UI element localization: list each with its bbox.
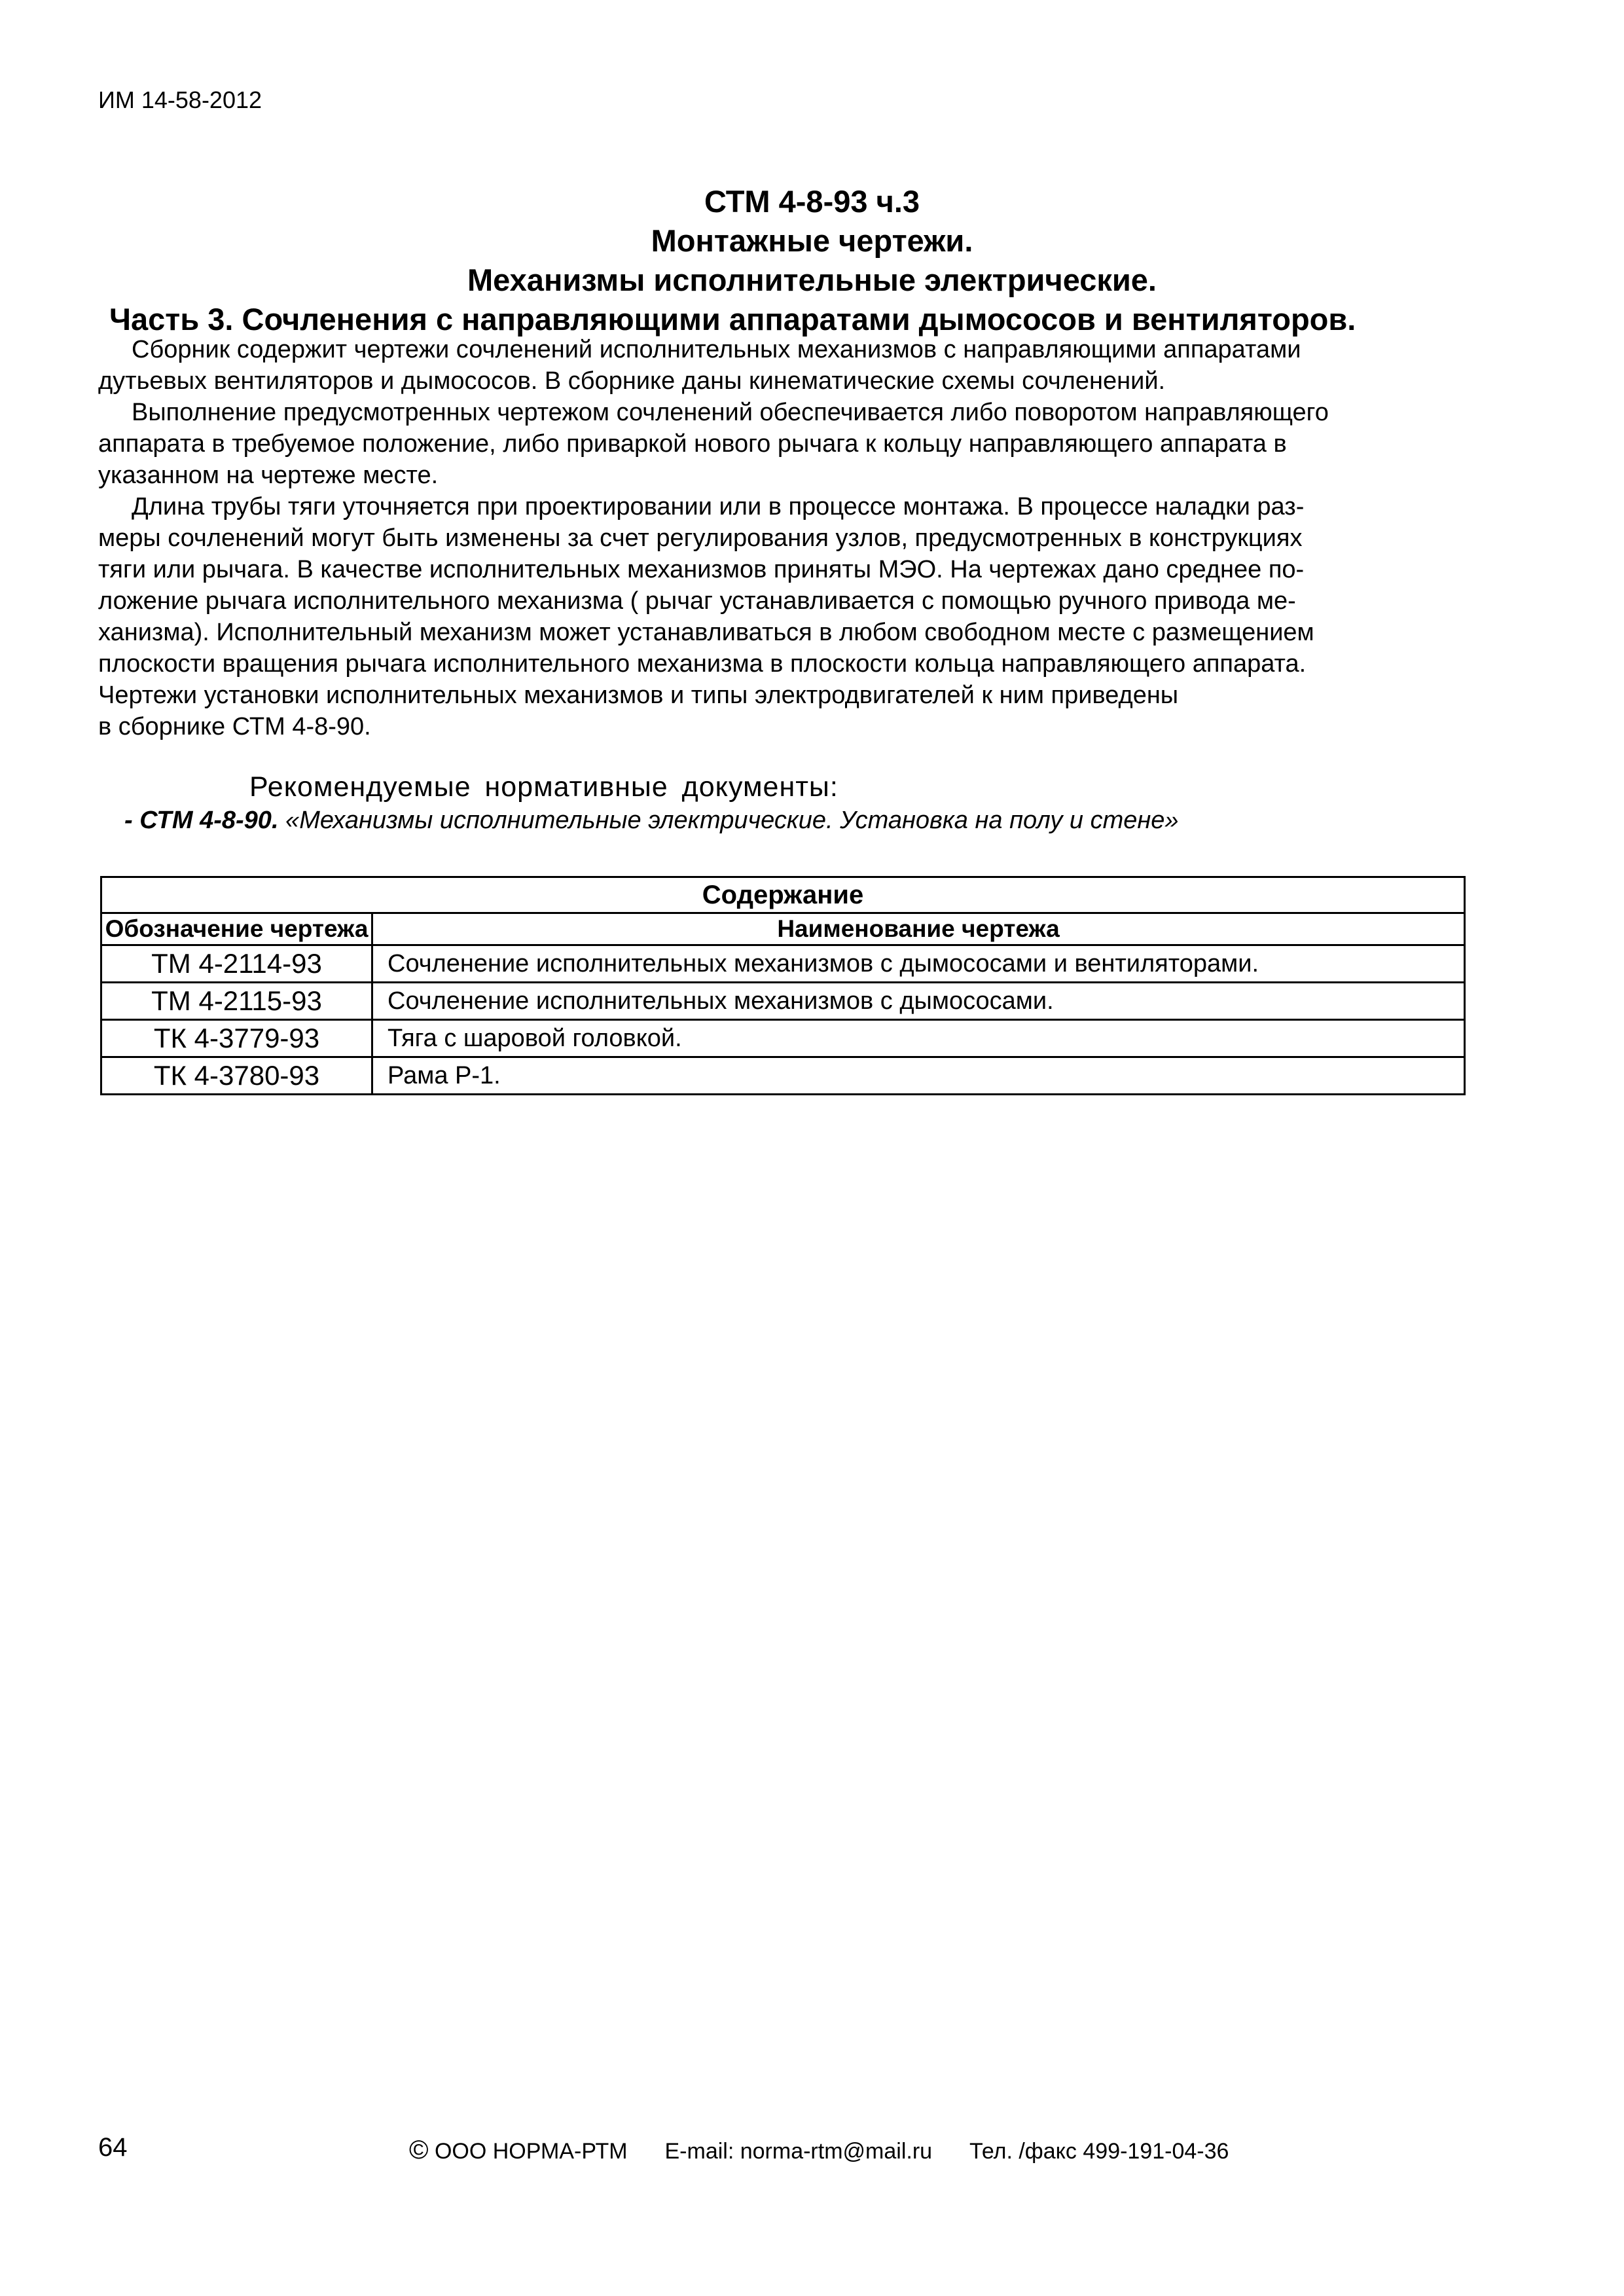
footer xyxy=(409,2136,1229,2165)
body-line: Длина трубы тяги уточняется при проектировании или в процессе монтажа. В процессе наладки раз- xyxy=(132,493,1305,520)
drawing-code: ТК 4-3779-93 xyxy=(101,1020,372,1057)
body-line: аппарата в требуемое положение, либо приваркой нового рычага к кольцу направляющего аппарата в xyxy=(98,430,1287,458)
drawing-code: ТМ 4-2115-93 xyxy=(101,983,372,1020)
table-row xyxy=(101,1020,1465,1057)
drawing-code: ТМ 4-2114-93 xyxy=(101,945,372,983)
body-line: дутьевых вентиляторов и дымососов. В сборнике даны кинематические схемы сочленений. xyxy=(98,367,1166,395)
body-text xyxy=(98,334,1473,742)
title-line-2: Монтажные чертежи. xyxy=(651,223,973,258)
drawing-name: Сочленение исполнительных механизмов с дымососами. xyxy=(372,983,1465,1020)
page-number: 64 xyxy=(98,2133,128,2162)
body-line: меры сочленений могут быть изменены за счет регулирования узлов, предусмотренных в конструкциях xyxy=(98,524,1303,552)
recommended-docs-heading: Рекомендуемые нормативные документы: xyxy=(249,771,839,803)
table-row xyxy=(101,1057,1465,1095)
column-header-code: Обозначение чертежа xyxy=(101,913,372,945)
body-line: указанном на чертеже месте. xyxy=(98,462,439,489)
body-line: плоскости вращения рычага исполнительного механизма в плоскости кольца направляющего аппарата. xyxy=(98,650,1307,678)
drawing-name: Тяга с шаровой головкой. xyxy=(372,1020,1465,1057)
table-row xyxy=(101,945,1465,983)
title-block xyxy=(0,182,1624,339)
footer-email: E-mail: norma-rtm@mail.ru xyxy=(664,2139,933,2164)
recommended-doc-code: - СТМ 4-8-90. xyxy=(124,807,279,834)
body-line: Сборник содержит чертежи сочленений исполнительных механизмов с направляющими аппаратами xyxy=(132,336,1301,363)
title-line-1: СТМ 4-8-93 ч.3 xyxy=(704,184,920,219)
copyright-icon: © xyxy=(409,2136,429,2164)
body-line: Чертежи установки исполнительных механизмов и типы электродвигателей к ним приведены xyxy=(98,682,1179,709)
column-header-name: Наименование чертежа xyxy=(372,913,1465,945)
title-line-3: Механизмы исполнительные электрические. xyxy=(467,263,1157,297)
contents-caption-row xyxy=(101,877,1465,913)
contents-table xyxy=(100,876,1466,1095)
table-row xyxy=(101,983,1465,1020)
body-line: тяги или рычага. В качестве исполнительных механизмов приняты МЭО. На чертежах дано среднее по- xyxy=(98,556,1305,583)
drawing-name: Сочленение исполнительных механизмов с дымососами и вентиляторами. xyxy=(372,945,1465,983)
body-line: ложение рычага исполнительного механизма ( рычаг устанавливается с помощью ручного привода ме- xyxy=(98,587,1296,615)
document-code: ИМ 14-58-2012 xyxy=(98,86,262,113)
drawing-code: ТК 4-3780-93 xyxy=(101,1057,372,1095)
body-line: Выполнение предусмотренных чертежом сочленений обеспечивается либо поворотом направляющего xyxy=(132,399,1329,426)
contents-caption: Содержание xyxy=(101,877,1465,913)
drawing-name: Рама Р-1. xyxy=(372,1057,1465,1095)
body-line: ханизма). Исполнительный механизм может устанавливаться в любом свободном месте с размещением xyxy=(98,619,1314,646)
title-line-4: Часть 3. Сочленения с направляющими аппаратами дымососов и вентиляторов. xyxy=(109,302,1356,337)
recommended-doc-title: «Механизмы исполнительные электрические. Установка на полу и стене» xyxy=(278,807,1179,834)
recommended-doc-item xyxy=(124,807,1179,835)
footer-phone: Тел. /факс 499-191-04-36 xyxy=(969,2139,1229,2164)
footer-company: ООО НОРМА-РТМ xyxy=(434,2139,628,2164)
body-line: в сборнике СТМ 4-8-90. xyxy=(98,713,371,740)
contents-header-row xyxy=(101,913,1465,945)
